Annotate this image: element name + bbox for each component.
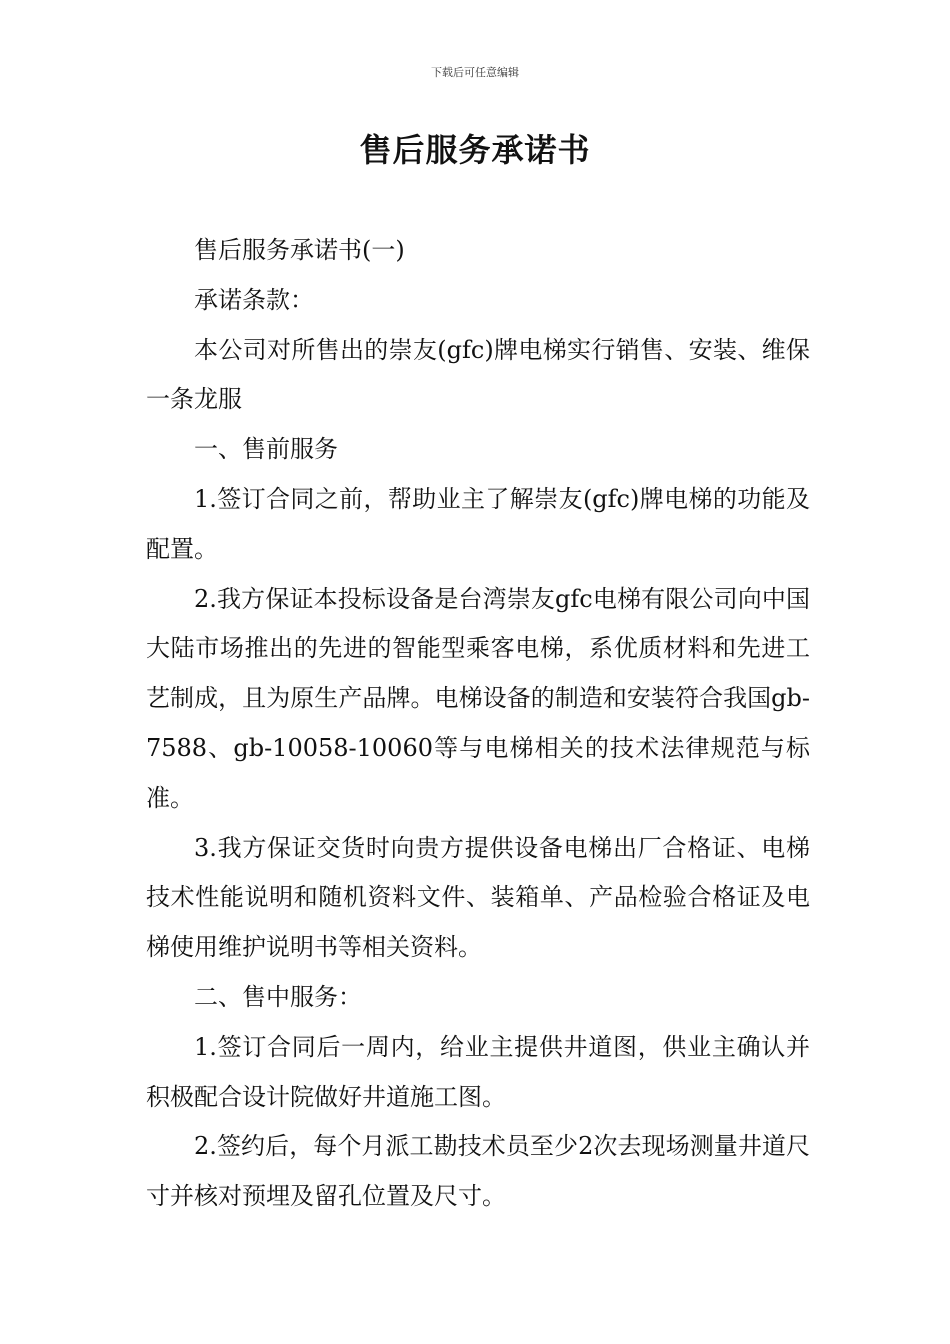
in-sale-item-1: 1.签订合同后一周内，给业主提供井道图，供业主确认并积极配合设计院做好井道施工图。 xyxy=(146,1032,810,1111)
document-body xyxy=(146,226,810,1222)
pre-sale-item-2: 2.我方保证本投标设备是台湾崇友gfc电梯有限公司向中国大陆市场推出的先进的智能型乘客电梯，系优质材料和先进工艺制成，且为原生产品牌。电梯设备的制造和安装符合我国gb-7588、gb-10058-10060等与电梯相关的技术法律规范与标准。 xyxy=(146,584,810,812)
terms-heading: 承诺条款： xyxy=(194,285,314,314)
pre-sale-heading: 一、售前服务 xyxy=(194,435,338,464)
section-subtitle: 售后服务承诺书(一) xyxy=(194,236,405,264)
header-note: 下载后可任意编辑 xyxy=(431,66,519,79)
in-sale-item-2: 2.签约后，每个月派工勘技术员至少2次去现场测量井道尺寸并核对预埋及留孔位置及尺寸。 xyxy=(146,1132,810,1211)
in-sale-heading: 二、售中服务： xyxy=(194,982,362,1011)
document-title: 售后服务承诺书 xyxy=(359,131,591,169)
intro-paragraph: 本公司对所售出的崇友(gfc)牌电梯实行销售、安装、维保一条龙服 xyxy=(146,335,810,414)
pre-sale-item-1: 1.签订合同之前，帮助业主了解崇友(gfc)牌电梯的功能及配置。 xyxy=(146,484,810,563)
pre-sale-item-3: 3.我方保证交货时向贵方提供设备电梯出厂合格证、电梯技术性能说明和随机资料文件、装箱单、产品检验合格证及电梯使用维护说明书等相关资料。 xyxy=(146,833,810,962)
